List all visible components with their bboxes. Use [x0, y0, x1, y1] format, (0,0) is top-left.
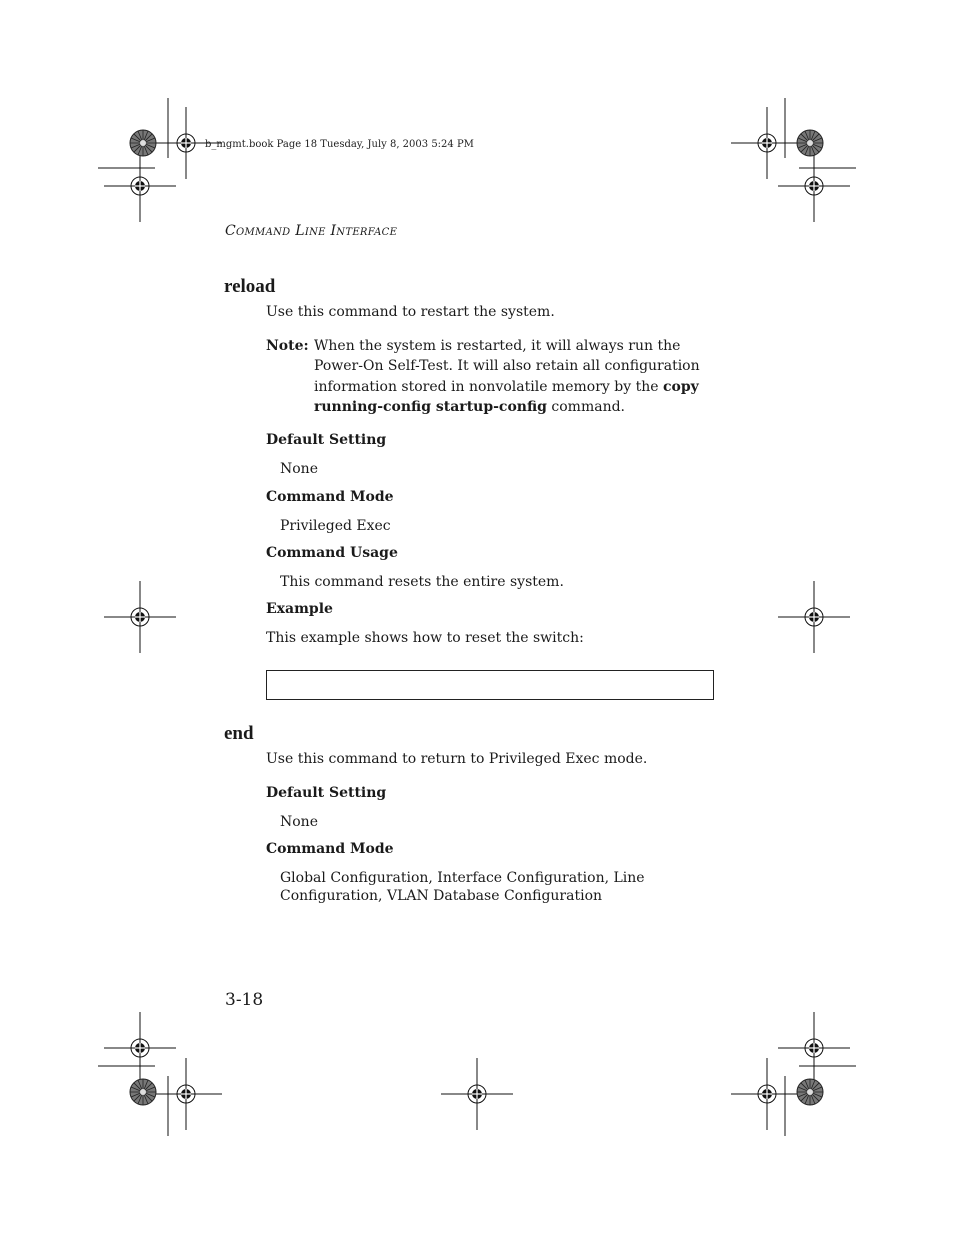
reload-description: Use this command to restart the system. — [266, 304, 555, 320]
reload-default-setting-heading: Default Setting — [266, 432, 387, 448]
reload-command-usage-heading: Command Usage — [266, 545, 398, 561]
note-command: copy running-config startup-config — [314, 378, 699, 415]
reload-command-mode-value: Privileged Exec — [280, 518, 391, 534]
running-head: Command Line Interface — [225, 223, 398, 239]
note-label: Note: — [266, 338, 309, 354]
print-header-info: b_mgmt.book Page 18 Tuesday, July 8, 2003 5:24 PM — [205, 139, 474, 150]
end-command-mode-value-line-2: Configuration, VLAN Database Configuration — [280, 888, 603, 904]
reload-default-setting-value: None — [280, 461, 318, 477]
end-title: end — [224, 723, 254, 744]
end-command-mode-value-line-1: Global Configuration, Interface Configuration, Line — [280, 870, 645, 886]
end-command-mode-heading: Command Mode — [266, 841, 394, 857]
example-heading: Example — [266, 601, 333, 617]
example-code-box — [266, 670, 714, 700]
note-text: When the system is restarted, it will always run the Power-On Self-Test. It will also retain all configuration information stored in nonvolatile memory by the copy running-config startup-config command. — [314, 338, 700, 415]
reload-command-mode-heading: Command Mode — [266, 489, 394, 505]
reload-command-usage-value: This command resets the entire system. — [280, 574, 564, 590]
reload-title: reload — [224, 276, 276, 297]
page-number: 3-18 — [225, 990, 264, 1010]
end-default-setting-heading: Default Setting — [266, 785, 387, 801]
end-description: Use this command to return to Privileged Exec mode. — [266, 751, 648, 767]
example-text: This example shows how to reset the switch: — [266, 630, 584, 646]
end-default-setting-value: None — [280, 814, 318, 830]
